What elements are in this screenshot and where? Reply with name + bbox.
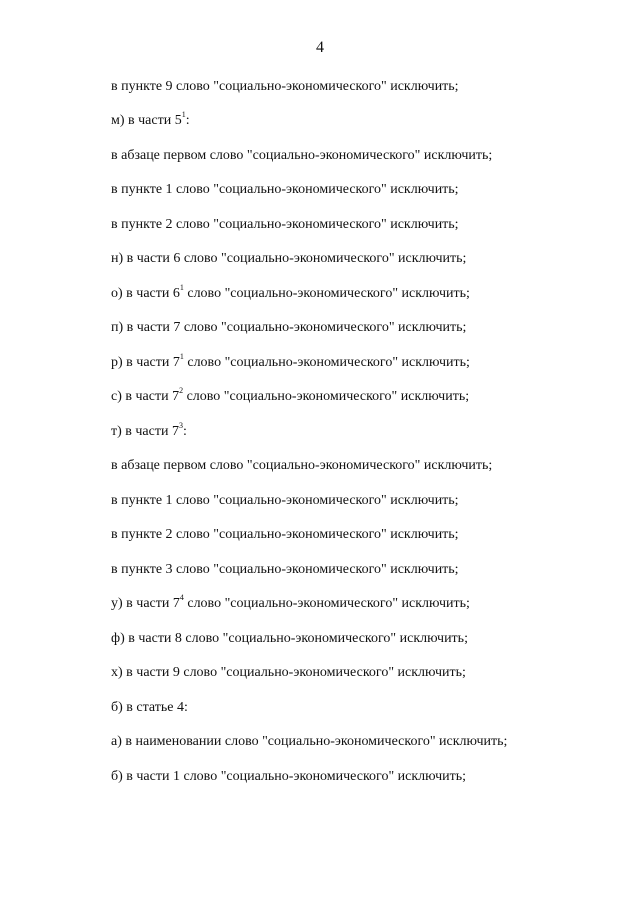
line-text: р) в части 7 xyxy=(111,355,180,370)
line-text: в пункте 1 слово "социально-экономического" исключить; xyxy=(111,493,459,508)
paragraph-line xyxy=(111,285,470,303)
line-text: слово "социально-экономического" исключить; xyxy=(183,389,470,404)
superscript: 1 xyxy=(181,110,186,120)
line-text: т) в части 7 xyxy=(111,424,179,439)
paragraph-line xyxy=(111,526,459,544)
line-text: в пункте 2 слово "социально-экономического" исключить; xyxy=(111,217,459,232)
line-text: о) в части 6 xyxy=(111,286,180,301)
line-text: слово "социально-экономического" исключить; xyxy=(183,596,470,611)
paragraph-line xyxy=(111,561,459,579)
line-text: б) в статье 4: xyxy=(111,700,188,715)
superscript: 4 xyxy=(179,593,184,603)
line-text: ф) в части 8 слово "социально-экономического" исключить; xyxy=(111,631,468,646)
paragraph-line xyxy=(111,112,190,130)
paragraph-line xyxy=(111,492,459,510)
paragraph-line xyxy=(111,388,469,406)
line-text: в пункте 2 слово "социально-экономического" исключить; xyxy=(111,527,459,542)
paragraph-line xyxy=(111,595,470,613)
superscript: 3 xyxy=(178,421,183,431)
paragraph-line xyxy=(111,319,466,337)
paragraph-line xyxy=(111,630,468,648)
line-text: а) в наименовании слово "социально-экономического" исключить; xyxy=(111,734,508,749)
page-number: 4 xyxy=(316,39,324,56)
line-text: б) в части 1 слово "социально-экономического" исключить; xyxy=(111,769,467,784)
line-text: н) в части 6 слово "социально-экономического" исключить; xyxy=(111,251,467,266)
line-text: у) в части 7 xyxy=(111,596,180,611)
paragraph-line xyxy=(111,768,466,786)
line-text: п) в части 7 слово "социально-экономического" исключить; xyxy=(111,320,467,335)
paragraph-line xyxy=(111,733,507,751)
paragraph-line xyxy=(111,147,492,165)
line-text: : xyxy=(182,424,187,439)
line-text: в абзаце первом слово "социально-экономического" исключить; xyxy=(111,148,493,163)
paragraph-line xyxy=(111,250,466,268)
line-text: слово "социально-экономического" исключить; xyxy=(183,286,470,301)
line-text: : xyxy=(185,113,190,128)
line-text: в пункте 1 слово "социально-экономического" исключить; xyxy=(111,182,459,197)
line-text: в пункте 9 слово "социально-экономического" исключить; xyxy=(111,79,459,94)
paragraph-line xyxy=(111,181,459,199)
paragraph-line xyxy=(111,78,459,96)
paragraph-line xyxy=(111,216,459,234)
paragraph-line xyxy=(111,699,188,717)
line-text: слово "социально-экономического" исключить; xyxy=(183,355,470,370)
paragraph-line xyxy=(111,423,187,441)
superscript: 1 xyxy=(179,283,184,293)
paragraph-line xyxy=(111,354,470,372)
line-text: м) в части 5 xyxy=(111,113,182,128)
superscript: 1 xyxy=(179,352,184,362)
paragraph-line xyxy=(111,457,492,475)
superscript: 2 xyxy=(179,386,184,396)
paragraph-line xyxy=(111,664,466,682)
line-text: х) в части 9 слово "социально-экономического" исключить; xyxy=(111,665,466,680)
line-text: с) в части 7 xyxy=(111,389,180,404)
line-text: в пункте 3 слово "социально-экономического" исключить; xyxy=(111,562,459,577)
line-text: в абзаце первом слово "социально-экономического" исключить; xyxy=(111,458,493,473)
